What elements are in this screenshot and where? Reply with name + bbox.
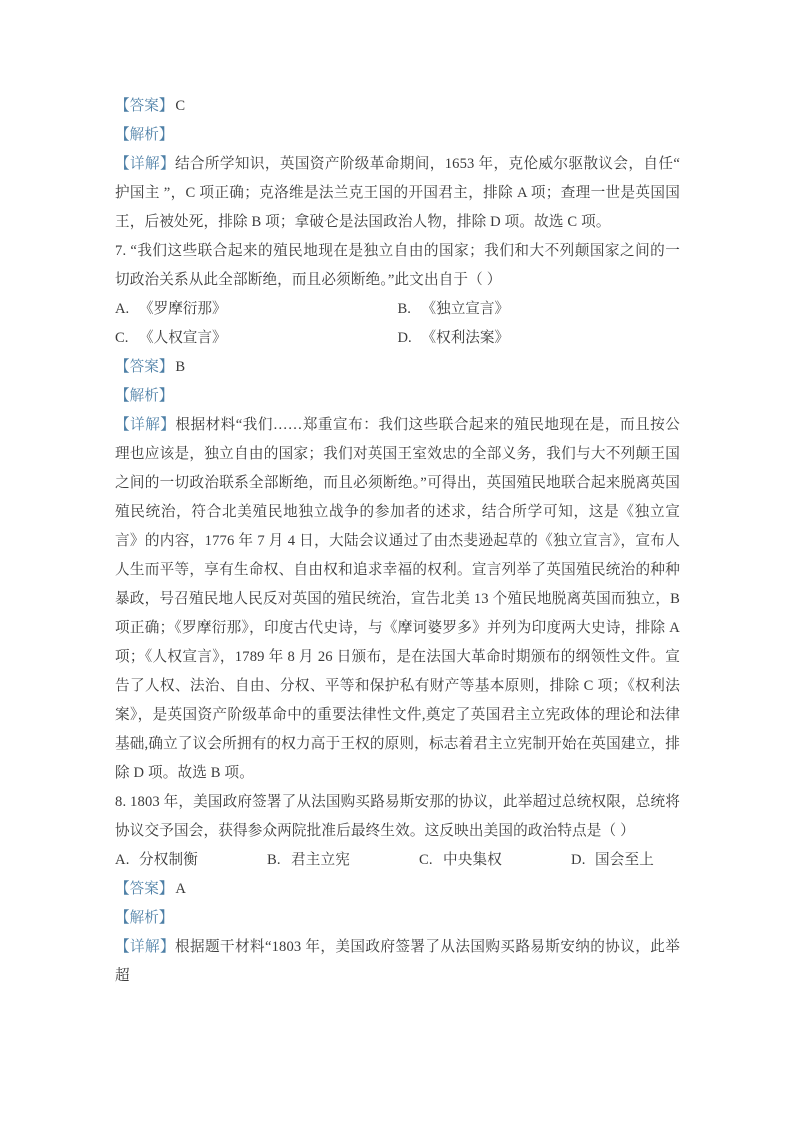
question-8-stem: 8. 1803 年，美国政府签署了从法国购买路易斯安那的协议，此举超过总统权限，总统将协议交予国会，获得参众两院批准后最终生效。这反映出美国的政治特点是（ ） — [115, 794, 680, 839]
q8-detail-text: 根据题干材料“1803 年，美国政府签署了从法国购买路易斯安纳的协议，此举超 — [115, 939, 680, 984]
q8-answer-value: A — [175, 881, 186, 897]
answer-label: 【答案】 — [115, 359, 174, 375]
analysis-label: 【解析】 — [115, 388, 174, 404]
answer-label: 【答案】 — [115, 98, 174, 114]
q8-option-b-key: B. — [267, 852, 281, 868]
q8-analysis-row — [115, 904, 680, 933]
q8-option-a[interactable] — [115, 846, 267, 875]
q8-option-b[interactable] — [267, 846, 419, 875]
q8-option-d-key: D. — [571, 852, 586, 868]
q6-answer-value: C — [175, 98, 186, 114]
analysis-label: 【解析】 — [115, 127, 174, 143]
analysis-label: 【解析】 — [115, 910, 174, 926]
q7-option-a-key: A. — [115, 301, 130, 317]
question-8-options — [115, 846, 680, 875]
question-7-stem: 7. “我们这些联合起来的殖民地现在是独立自由的国家；我们和大不列颠国家之间的一切政治关系从此全部断绝，而且必须断绝。”此文出自于（ ） — [115, 243, 680, 288]
q7-option-d-text: 《权利法案》 — [421, 330, 510, 346]
q6-answer-row — [115, 92, 680, 121]
q7-answer-row — [115, 353, 680, 382]
question-7-options — [115, 295, 680, 353]
q7-detail-paragraph — [115, 411, 680, 788]
q8-option-d-text: 国会至上 — [595, 852, 654, 868]
q7-option-a-text: 《罗摩衍那》 — [139, 301, 227, 317]
q6-analysis-row — [115, 121, 680, 150]
q8-option-c-key: C. — [419, 852, 433, 868]
q7-option-c-key: C. — [115, 330, 129, 346]
detail-label: 【详解】 — [115, 417, 176, 433]
answer-label: 【答案】 — [115, 881, 174, 897]
q8-option-a-key: A. — [115, 852, 130, 868]
detail-label: 【详解】 — [115, 939, 175, 955]
q8-option-a-text: 分权制衡 — [139, 852, 198, 868]
q7-option-d[interactable] — [398, 324, 681, 353]
q7-answer-value: B — [175, 359, 186, 375]
content-column — [115, 92, 680, 991]
q8-answer-row — [115, 875, 680, 904]
q7-option-c-text: 《人权宣言》 — [139, 330, 227, 346]
q6-detail-text: 结合所学知识，英国资产阶级革命期间，1653 年，克伦威尔驱散议会，自任“ 护国主 ”，C 项正确；克洛维是法兰克王国的开国君主，排除 A 项；查理一世是英国国王，后被处死，排除 B 项；拿破仑是法国政治人物，排除 D 项。故选 C 项。 — [115, 156, 680, 230]
q7-option-b-key: B. — [397, 301, 411, 317]
q7-option-d-key: D. — [397, 330, 412, 346]
q8-option-d[interactable] — [571, 846, 654, 875]
q7-option-b-text: 《独立宣言》 — [421, 301, 510, 317]
detail-label: 【详解】 — [115, 156, 175, 172]
q7-analysis-row — [115, 382, 680, 411]
q8-option-b-text: 君主立宪 — [291, 852, 350, 868]
q8-detail-paragraph — [115, 933, 680, 991]
q7-detail-text: 根据材料“我们……郑重宣布：我们这些联合起来的殖民地现在是，而且按公理也应该是，独立自由的国家；我们对英国王室效忠的全部义务，我们与大不列颠王国之间的一切政治联系全部断绝，而且必须断绝。”可得出，英国殖民地联合起来脱离英国殖民统治，符合北美殖民地独立战争的参加者的述求，结合所学可知，这是《独立宣言》的内容，1776 年 7 月 4 日，大陆会议通过了由杰斐逊起草的《独立宣言》，宣布人人生而平等，享有生命权、自由权和追求幸福的权利。宣言列举了英国殖民统治的种种暴政，号召殖民地人民反对英国的殖民统治，宣告北美 13 个殖民地脱离英国而独立，B 项正确；《罗摩衍那》，印度古代史诗，与《摩诃婆罗多》并列为印度两大史诗，排除 A 项；《人权宣言》，1789 年 8 月 26 日颁布，是在法国大革命时期颁布的纲领性文件。宣告了人权、法治、自由、分权、平等和保护私有财产等基本原则，排除 C 项；《权利法案》，是英国资产阶级革命中的重要法律性文件,奠定了英国君主立宪政体的理论和法律基础,确立了议会所拥有的权力高于王权的原则，标志着君主立宪制开始在英国建立，排除 D 项。故选 B 项。 — [115, 417, 680, 781]
q8-option-c[interactable] — [419, 846, 571, 875]
q7-option-c[interactable] — [115, 324, 398, 353]
q8-option-c-text: 中央集权 — [443, 852, 502, 868]
q7-option-b[interactable] — [398, 295, 681, 324]
q6-detail-paragraph — [115, 150, 680, 237]
q7-option-a[interactable] — [115, 295, 398, 324]
